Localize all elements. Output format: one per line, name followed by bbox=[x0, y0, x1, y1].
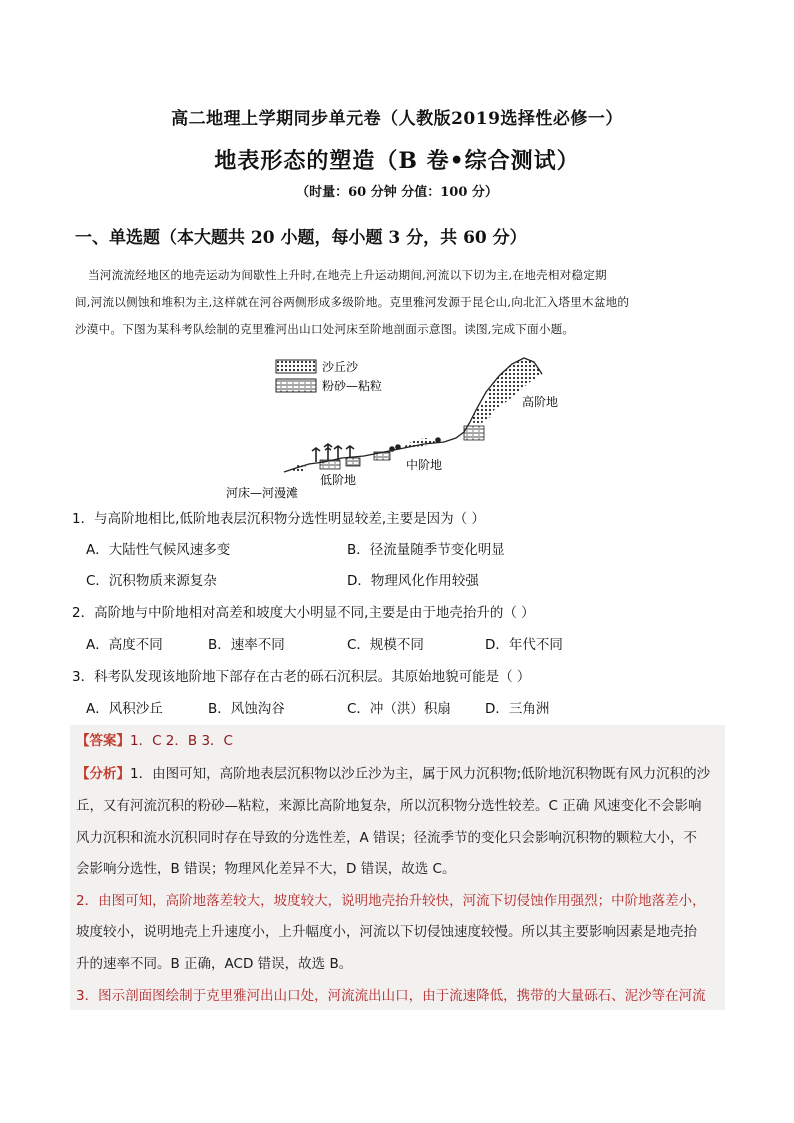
mid-terrace-silt-layer bbox=[374, 452, 390, 460]
option-d[interactable]: D．年代不同 bbox=[485, 637, 563, 653]
legend-swatch-silt-clay bbox=[276, 379, 316, 392]
answer-tag: 【答案】 bbox=[76, 733, 130, 749]
low-terrace-sand bbox=[290, 465, 306, 472]
analysis-line: 丘，又有河流沉积的粉砂—粘粒，来源比高阶地复杂，所以沉积物分选性较差。C 正确 风速变化不会影响 bbox=[76, 798, 702, 814]
label-riverbed: 河床—河漫滩 bbox=[226, 486, 299, 500]
low-terrace-silt-layer bbox=[320, 460, 340, 469]
answer-text: 1．C 2．B 3．C bbox=[130, 733, 233, 749]
option-a[interactable]: A．风积沙丘 bbox=[86, 701, 163, 717]
document-supertitle: 高二地理上学期同步单元卷（人教版2019选择性必修一） bbox=[171, 109, 623, 129]
section-heading: 一、单选题（本大题共 20 小题，每小题 3 分，共 60 分） bbox=[75, 228, 527, 248]
question-stem: 1．与高阶地相比,低阶地表层沉积物分选性明显较差,主要是因为（ ） bbox=[72, 511, 485, 527]
analysis-line: 升的速率不同。B 正确，ACD 错误，故选 B。 bbox=[76, 956, 353, 972]
legend-label-silt-clay: 粉砂—粘粒 bbox=[322, 379, 383, 393]
option-d[interactable]: D．物理风化作用较强 bbox=[347, 573, 479, 589]
analysis-line: 风力沉积和流水沉积同时存在导致的分选性差，A 错误；径流季节的变化只会影响沉积物的颗粒大小，不 bbox=[76, 830, 698, 846]
legend-label-dune-sand: 沙丘沙 bbox=[322, 360, 359, 374]
high-terrace-silt-layer bbox=[464, 426, 484, 440]
analysis-line: 3．图示剖面图绘制于克里雅河出山口处，河流流出山口，由于流速降低，携带的大量砾石、泥沙等在河流 bbox=[76, 988, 706, 1004]
option-c[interactable]: C．冲（洪）积扇 bbox=[347, 701, 451, 717]
legend-swatch-dune-sand bbox=[276, 360, 316, 373]
option-b[interactable]: B．速率不同 bbox=[208, 637, 285, 653]
label-low-terrace: 低阶地 bbox=[320, 473, 357, 487]
mid-terrace-sand bbox=[402, 438, 436, 448]
analysis-line: 坡度较小，说明地壳上升速度小，上升幅度小，河流以下切侵蚀速度较慢。所以其主要影响因素是地壳抬 bbox=[76, 924, 697, 940]
exam-meta: （时量：60 分钟 分值：100 分） bbox=[296, 185, 498, 200]
question-stem: 3．科考队发现该地阶地下部存在古老的砾石沉积层。其原始地貌可能是（ ） bbox=[72, 669, 531, 685]
figure-legend bbox=[276, 359, 382, 393]
option-a[interactable]: A．高度不同 bbox=[86, 637, 163, 653]
reading-passage bbox=[75, 262, 728, 343]
option-b[interactable]: B．风蚀沟谷 bbox=[208, 701, 285, 717]
passage-line: 沙漠中。下图为某科考队绘制的克里雅河出山口处河床至阶地剖面示意图。读图,完成下面小题。 bbox=[75, 322, 575, 336]
low-terrace-silt-layer bbox=[346, 458, 360, 466]
answer-line bbox=[76, 731, 233, 751]
passage-line: 间,河流以侧蚀和堆积为主,这样就在河谷两侧形成多级阶地。克里雅河发源于昆仑山,向北汇入塔里木盆地的 bbox=[75, 295, 630, 309]
option-c[interactable]: C．沉积物质来源复杂 bbox=[86, 573, 217, 589]
high-terrace-lower-sand bbox=[470, 400, 496, 424]
label-high-terrace: 高阶地 bbox=[522, 395, 559, 409]
document-title: 地表形态的塑造（B 卷•综合测试） bbox=[214, 148, 580, 174]
option-a[interactable]: A．大陆性气候风速多变 bbox=[86, 542, 231, 558]
passage-line: 当河流流经地区的地壳运动为间歇性上升时,在地壳上升运动期间,河流以下切为主,在地壳相对稳定期 bbox=[88, 268, 607, 282]
option-b[interactable]: B．径流量随季节变化明显 bbox=[347, 542, 505, 558]
analysis-text: 1．由图可知，高阶地表层沉积物以沙丘沙为主，属于风力沉积物;低阶地沉积物既有风力沉积的沙 bbox=[130, 766, 711, 782]
option-d[interactable]: D．三角洲 bbox=[485, 701, 550, 717]
analysis-line: 会影响分选性，B 错误；物理风化差异不大，D 错误，故选 C。 bbox=[76, 861, 456, 877]
question-stem: 2．高阶地与中阶地相对高差和坡度大小明显不同,主要是由于地壳抬升的（ ） bbox=[72, 605, 535, 621]
label-mid-terrace: 中阶地 bbox=[406, 458, 443, 472]
option-c[interactable]: C．规模不同 bbox=[347, 637, 424, 653]
analysis-line: 2．由图可知，高阶地落差较大，坡度较大，说明地壳抬升较快，河流下切侵蚀作用强烈；中阶地落差小， bbox=[76, 893, 706, 909]
terrace-profile-figure bbox=[224, 352, 584, 502]
analysis-line bbox=[76, 764, 710, 784]
analysis-tag: 【分析】 bbox=[76, 766, 130, 782]
